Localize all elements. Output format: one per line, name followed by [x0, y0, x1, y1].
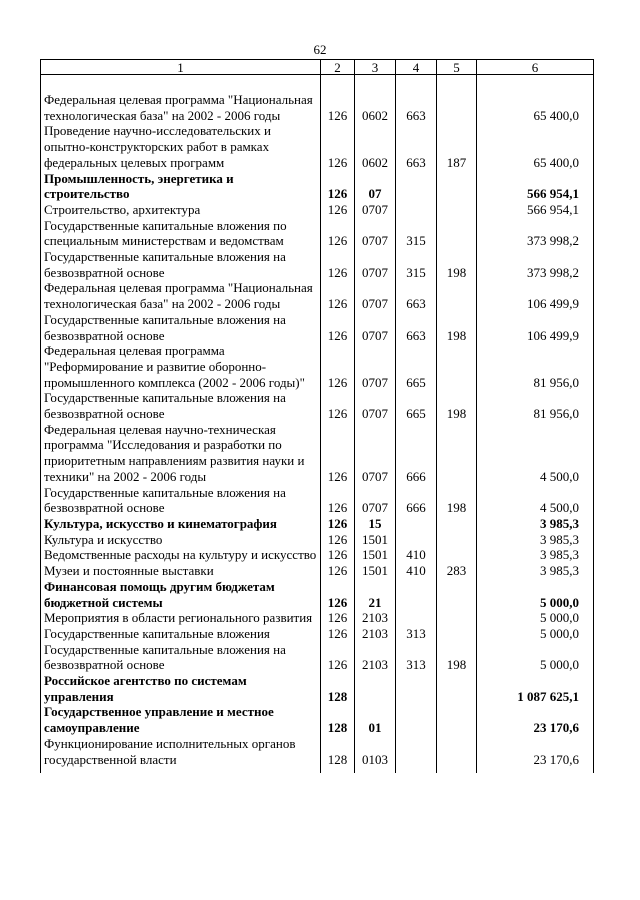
- row-amount-cell: 3 985,3: [477, 563, 594, 579]
- table-row: [41, 390, 594, 421]
- row-amount-cell: 106 499,9: [477, 280, 594, 311]
- row-name-cell: Федеральная целевая программа "Реформирование и развитие оборонно-промышленного комплекса (2002 - 2006 годы)": [41, 343, 321, 390]
- row-col4-cell: 410: [396, 563, 437, 579]
- row-col3-cell: 0103: [355, 736, 396, 773]
- row-amount-cell: 1 087 625,1: [477, 673, 594, 704]
- table-row: [41, 547, 594, 563]
- table-row: [41, 673, 594, 704]
- row-name-cell: Федеральная целевая программа "Национальная технологическая база" на 2002 - 2006 годы: [41, 92, 321, 123]
- row-col5-cell: 198: [437, 485, 477, 516]
- row-col2-cell: 126: [321, 563, 355, 579]
- row-col4-cell: [396, 673, 437, 704]
- row-col4-cell: [396, 579, 437, 610]
- row-name-cell: Промышленность, энергетика и строительство: [41, 171, 321, 202]
- row-col4-cell: 663: [396, 280, 437, 311]
- row-amount-cell: 566 954,1: [477, 202, 594, 218]
- row-col2-cell: 126: [321, 171, 355, 202]
- header-col-5: 5: [437, 60, 477, 75]
- row-col2-cell: 126: [321, 92, 355, 123]
- row-col5-cell: 198: [437, 390, 477, 421]
- row-col3-cell: 0707: [355, 422, 396, 485]
- row-col3-cell: 0707: [355, 249, 396, 280]
- table-row: [41, 704, 594, 735]
- row-amount-cell: 566 954,1: [477, 171, 594, 202]
- row-col5-cell: [437, 280, 477, 311]
- table-row: [41, 123, 594, 170]
- row-col3-cell: 0602: [355, 123, 396, 170]
- row-col4-cell: 665: [396, 343, 437, 390]
- row-name-cell: Проведение научно-исследовательских и опытно-конструкторских работ в рамках федеральных целевых программ: [41, 123, 321, 170]
- row-col5-cell: [437, 171, 477, 202]
- row-col2-cell: 126: [321, 343, 355, 390]
- row-col5-cell: [437, 673, 477, 704]
- table-header-row: [41, 60, 594, 75]
- table-row: [41, 202, 594, 218]
- row-amount-cell: 5 000,0: [477, 579, 594, 610]
- row-col2-cell: 128: [321, 736, 355, 773]
- row-col4-cell: 663: [396, 123, 437, 170]
- table-row: [41, 516, 594, 532]
- table-row: [41, 642, 594, 673]
- header-col-3: 3: [355, 60, 396, 75]
- row-col3-cell: 0707: [355, 280, 396, 311]
- row-amount-cell: 81 956,0: [477, 390, 594, 421]
- row-col4-cell: [396, 704, 437, 735]
- row-col5-cell: 198: [437, 312, 477, 343]
- row-amount-cell: 4 500,0: [477, 422, 594, 485]
- row-col3-cell: [355, 673, 396, 704]
- row-col5-cell: [437, 547, 477, 563]
- table-row: [41, 280, 594, 311]
- page-number: 62: [313, 42, 327, 57]
- row-col5-cell: [437, 704, 477, 735]
- row-amount-cell: 106 499,9: [477, 312, 594, 343]
- row-amount-cell: 4 500,0: [477, 485, 594, 516]
- row-col4-cell: [396, 610, 437, 626]
- row-col4-cell: 313: [396, 626, 437, 642]
- row-col3-cell: 21: [355, 579, 396, 610]
- row-amount-cell: 3 985,3: [477, 532, 594, 548]
- row-col4-cell: [396, 736, 437, 773]
- row-col5-cell: [437, 736, 477, 773]
- row-col4-cell: 663: [396, 92, 437, 123]
- table-row: [41, 532, 594, 548]
- table-row: [41, 249, 594, 280]
- row-col2-cell: 126: [321, 642, 355, 673]
- row-amount-cell: 3 985,3: [477, 547, 594, 563]
- row-name-cell: Государственные капитальные вложения на безвозвратной основе: [41, 485, 321, 516]
- row-amount-cell: 5 000,0: [477, 626, 594, 642]
- row-col4-cell: 665: [396, 390, 437, 421]
- table-spacer-row: [41, 75, 594, 93]
- row-col3-cell: 0707: [355, 390, 396, 421]
- row-name-cell: Государственные капитальные вложения на безвозвратной основе: [41, 312, 321, 343]
- row-col5-cell: [437, 579, 477, 610]
- row-amount-cell: 23 170,6: [477, 704, 594, 735]
- row-col5-cell: 283: [437, 563, 477, 579]
- budget-table: [40, 59, 594, 773]
- row-col2-cell: 126: [321, 516, 355, 532]
- row-name-cell: Культура, искусство и кинематография: [41, 516, 321, 532]
- table-row: [41, 92, 594, 123]
- row-col3-cell: 01: [355, 704, 396, 735]
- row-col5-cell: [437, 343, 477, 390]
- row-name-cell: Государственные капитальные вложения на безвозвратной основе: [41, 390, 321, 421]
- row-col5-cell: [437, 422, 477, 485]
- row-col2-cell: 128: [321, 673, 355, 704]
- row-col3-cell: 07: [355, 171, 396, 202]
- row-name-cell: Мероприятия в области регионального развития: [41, 610, 321, 626]
- row-name-cell: Государственные капитальные вложения: [41, 626, 321, 642]
- row-col2-cell: 126: [321, 626, 355, 642]
- row-col3-cell: 0707: [355, 218, 396, 249]
- table-row: [41, 610, 594, 626]
- row-name-cell: Государственные капитальные вложения на безвозвратной основе: [41, 642, 321, 673]
- row-col4-cell: 315: [396, 249, 437, 280]
- row-col2-cell: 126: [321, 312, 355, 343]
- row-name-cell: Ведомственные расходы на культуру и искусство: [41, 547, 321, 563]
- row-col3-cell: 2103: [355, 610, 396, 626]
- row-col3-cell: 2103: [355, 642, 396, 673]
- table-row: [41, 171, 594, 202]
- row-col2-cell: 126: [321, 249, 355, 280]
- header-col-2: 2: [321, 60, 355, 75]
- row-col2-cell: 126: [321, 579, 355, 610]
- row-amount-cell: 5 000,0: [477, 610, 594, 626]
- row-amount-cell: 5 000,0: [477, 642, 594, 673]
- row-col3-cell: 1501: [355, 563, 396, 579]
- table-row: [41, 626, 594, 642]
- row-col3-cell: 0707: [355, 202, 396, 218]
- row-name-cell: Государственное управление и местное самоуправление: [41, 704, 321, 735]
- row-col2-cell: 126: [321, 280, 355, 311]
- table-row: [41, 422, 594, 485]
- row-col4-cell: [396, 532, 437, 548]
- row-name-cell: Государственные капитальные вложения по специальным министерствам и ведомствам: [41, 218, 321, 249]
- table-row: [41, 579, 594, 610]
- row-col2-cell: 126: [321, 390, 355, 421]
- row-name-cell: Функционирование исполнительных органов государственной власти: [41, 736, 321, 773]
- header-col-4: 4: [396, 60, 437, 75]
- row-col2-cell: 126: [321, 202, 355, 218]
- row-col5-cell: 187: [437, 123, 477, 170]
- row-amount-cell: 373 998,2: [477, 218, 594, 249]
- row-col2-cell: 126: [321, 422, 355, 485]
- row-amount-cell: 65 400,0: [477, 92, 594, 123]
- row-col5-cell: [437, 92, 477, 123]
- row-name-cell: Федеральная целевая программа "Национальная технологическая база" на 2002 - 2006 годы: [41, 280, 321, 311]
- row-col3-cell: 0602: [355, 92, 396, 123]
- table-row: [41, 485, 594, 516]
- row-col2-cell: 128: [321, 704, 355, 735]
- row-col5-cell: [437, 516, 477, 532]
- row-col4-cell: 313: [396, 642, 437, 673]
- row-name-cell: Музеи и постоянные выставки: [41, 563, 321, 579]
- table-row: [41, 343, 594, 390]
- row-name-cell: Строительство, архитектура: [41, 202, 321, 218]
- table-row: [41, 218, 594, 249]
- row-col4-cell: 663: [396, 312, 437, 343]
- row-col3-cell: 0707: [355, 312, 396, 343]
- row-col5-cell: [437, 532, 477, 548]
- row-col5-cell: [437, 610, 477, 626]
- row-col4-cell: [396, 171, 437, 202]
- header-col-1: 1: [41, 60, 321, 75]
- row-col5-cell: [437, 626, 477, 642]
- table-row: [41, 312, 594, 343]
- row-col2-cell: 126: [321, 123, 355, 170]
- row-name-cell: Государственные капитальные вложения на безвозвратной основе: [41, 249, 321, 280]
- row-amount-cell: 373 998,2: [477, 249, 594, 280]
- table-row: [41, 736, 594, 773]
- row-name-cell: Российское агентство по системам управления: [41, 673, 321, 704]
- row-name-cell: Федеральная целевая научно-техническая программа "Исследования и разработки по приоритетным направлениям развития науки и техники" на 2002 - 2006 годы: [41, 422, 321, 485]
- row-col2-cell: 126: [321, 485, 355, 516]
- row-col2-cell: 126: [321, 532, 355, 548]
- table-row: [41, 563, 594, 579]
- row-col3-cell: 0707: [355, 485, 396, 516]
- row-col5-cell: 198: [437, 249, 477, 280]
- row-col2-cell: 126: [321, 610, 355, 626]
- row-col4-cell: [396, 202, 437, 218]
- row-col5-cell: [437, 218, 477, 249]
- row-name-cell: Культура и искусство: [41, 532, 321, 548]
- row-amount-cell: 65 400,0: [477, 123, 594, 170]
- row-amount-cell: 23 170,6: [477, 736, 594, 773]
- row-name-cell: Финансовая помощь другим бюджетам бюджетной системы: [41, 579, 321, 610]
- row-col5-cell: 198: [437, 642, 477, 673]
- row-col3-cell: 0707: [355, 343, 396, 390]
- row-amount-cell: 81 956,0: [477, 343, 594, 390]
- header-col-6: 6: [477, 60, 594, 75]
- row-col4-cell: 315: [396, 218, 437, 249]
- row-amount-cell: 3 985,3: [477, 516, 594, 532]
- row-col3-cell: 2103: [355, 626, 396, 642]
- row-col4-cell: 410: [396, 547, 437, 563]
- row-col3-cell: 1501: [355, 532, 396, 548]
- row-col2-cell: 126: [321, 547, 355, 563]
- row-col3-cell: 1501: [355, 547, 396, 563]
- row-col4-cell: 666: [396, 422, 437, 485]
- row-col5-cell: [437, 202, 477, 218]
- row-col3-cell: 15: [355, 516, 396, 532]
- row-col4-cell: 666: [396, 485, 437, 516]
- row-col4-cell: [396, 516, 437, 532]
- row-col2-cell: 126: [321, 218, 355, 249]
